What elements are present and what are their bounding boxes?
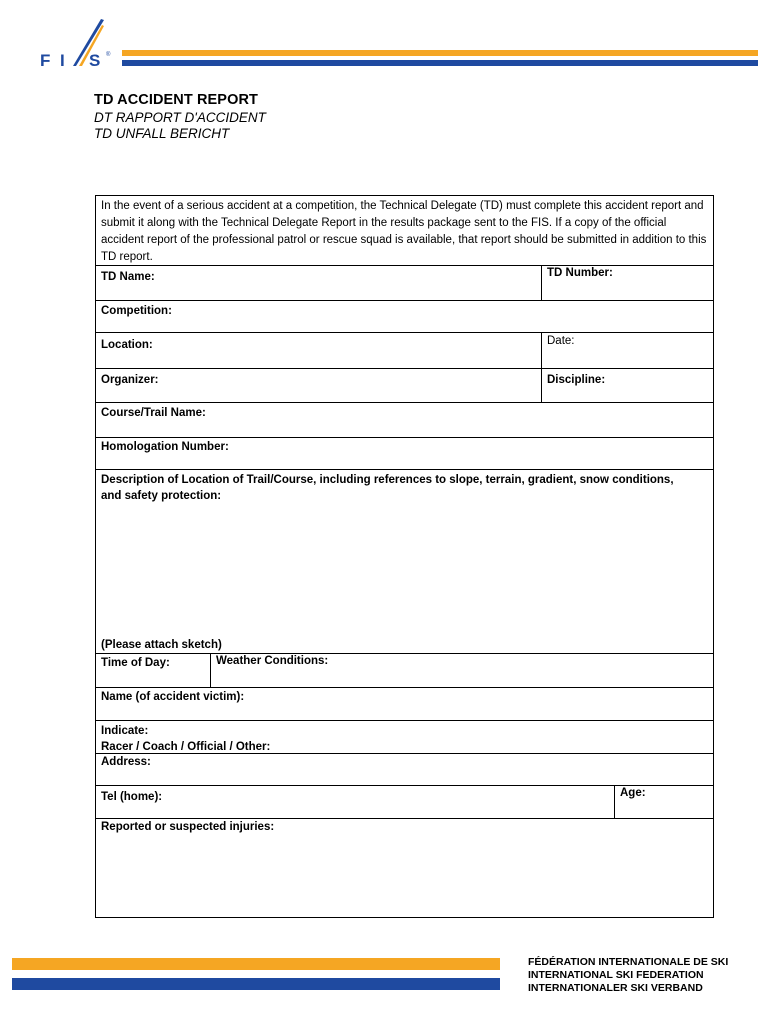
age-field[interactable] (614, 786, 714, 819)
td-name-label: TD Name: (101, 271, 155, 283)
footer-federation-de: INTERNATIONALER SKI VERBAND (528, 982, 703, 994)
intro-text: In the event of a serious accident at a competition, the Technical Delegate (TD) must complete this accident report and submit it along with the Technical Delegate Report in the results package sent to the FIS. If a copy of the official accident report of the professional patrol or rescue squad is available, that report should be submitted in addition to this TD report. (101, 200, 707, 263)
victim-name-label: Name (of accident victim): (101, 691, 245, 703)
indicate-label: Indicate: (101, 725, 149, 737)
tel-home-field[interactable] (96, 786, 615, 819)
time-of-day-label: Time of Day: (101, 657, 170, 669)
course-trail-name-label: Course/Trail Name: (101, 407, 206, 419)
age-label: Age: (620, 787, 646, 799)
report-title: TD ACCIDENT REPORT (94, 92, 258, 108)
footer-federation-en: INTERNATIONAL SKI FEDERATION (528, 969, 704, 981)
description-field[interactable] (96, 469, 713, 654)
organizer-field[interactable] (96, 369, 542, 403)
location-row (96, 332, 713, 369)
address-field[interactable] (96, 753, 713, 786)
organizer-label: Organizer: (101, 374, 159, 386)
report-title-fr: DT RAPPORT D'ACCIDENT (94, 110, 266, 125)
footer-blue-stripe (12, 978, 500, 990)
discipline-field[interactable] (541, 369, 714, 403)
course-trail-name-field[interactable] (96, 402, 713, 438)
svg-text:I: I (60, 51, 65, 70)
homologation-number-label: Homologation Number: (101, 441, 229, 453)
description-label: Description of Location of Trail/Course, including references to slope, terrain, gradient, snow conditions, and safety protection: (101, 474, 674, 502)
homologation-number-field[interactable] (96, 437, 713, 470)
accident-report-form (95, 195, 714, 918)
tel-home-label: Tel (home): (101, 791, 163, 803)
competition-field[interactable] (96, 300, 713, 333)
td-row (96, 265, 713, 301)
location-label: Location: (101, 339, 153, 351)
td-number-label: TD Number: (547, 267, 613, 279)
time-of-day-field[interactable] (96, 654, 211, 688)
svg-text:®: ® (106, 52, 111, 58)
location-field[interactable] (96, 333, 542, 369)
td-name-field[interactable] (96, 266, 542, 301)
date-field[interactable] (541, 333, 714, 369)
fis-logo (38, 14, 118, 74)
time-weather-row (96, 653, 713, 688)
organizer-row (96, 368, 713, 403)
competition-label: Competition: (101, 305, 172, 317)
discipline-label: Discipline: (547, 374, 606, 386)
footer-federation-fr: FÉDÉRATION INTERNATIONALE DE SKI (528, 956, 729, 968)
injuries-field[interactable] (96, 818, 713, 917)
role-options-label: Racer / Coach / Official / Other: (101, 741, 271, 753)
date-label: Date: (547, 335, 575, 347)
attach-sketch-note: (Please attach sketch) (101, 639, 222, 651)
weather-conditions-field[interactable] (210, 654, 714, 688)
address-label: Address: (101, 756, 151, 768)
footer-orange-stripe (12, 958, 500, 970)
tel-age-row (96, 785, 713, 819)
header-orange-stripe (122, 50, 758, 56)
injuries-label: Reported or suspected injuries: (101, 821, 275, 833)
weather-conditions-label: Weather Conditions: (216, 655, 329, 667)
indicate-field[interactable] (96, 720, 713, 754)
svg-text:S: S (89, 51, 101, 70)
td-number-field[interactable] (541, 266, 714, 301)
svg-text:F: F (40, 51, 51, 70)
victim-name-field[interactable] (96, 687, 713, 721)
header-blue-stripe (122, 60, 758, 66)
report-title-de: TD UNFALL BERICHT (94, 126, 230, 141)
